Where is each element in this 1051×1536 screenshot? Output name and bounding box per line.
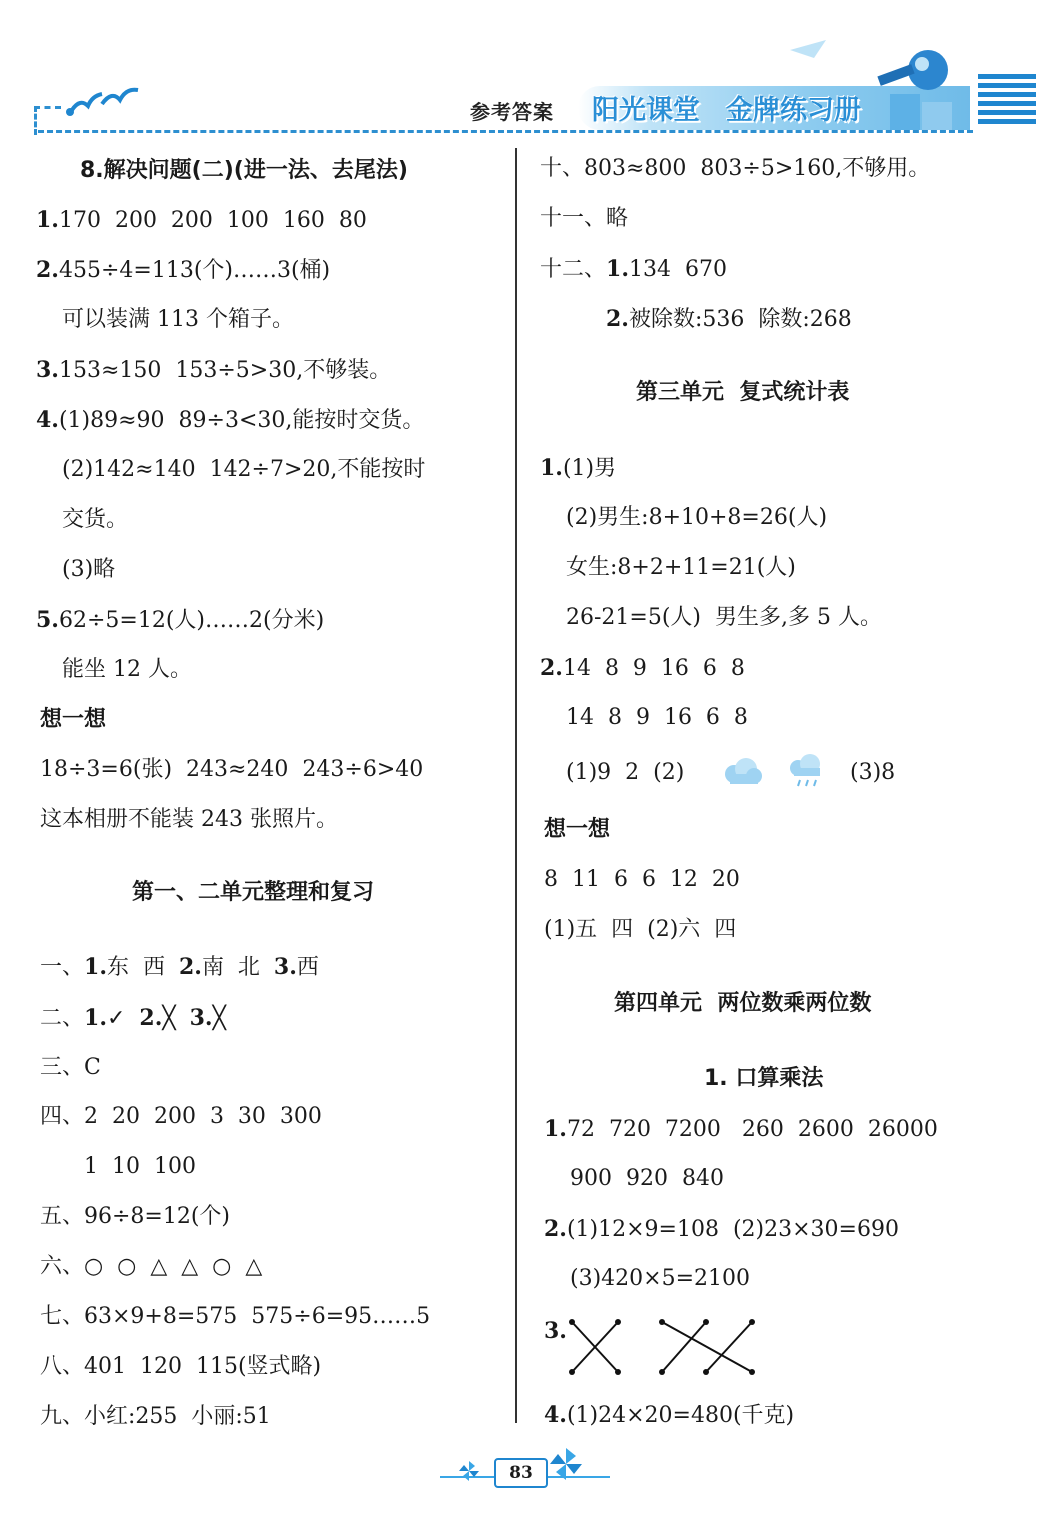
answer-line: 3.153≈150 153÷5>30,不够装。 xyxy=(36,357,392,383)
answer-line: 900 920 840 xyxy=(570,1166,724,1191)
answer-line: 一、1.东 西 2.南 北 3.西 xyxy=(40,954,319,980)
section-title: 第四单元 两位数乘两位数 xyxy=(614,991,872,1016)
answer-line: (1)五 四 (2)六 四 xyxy=(544,917,737,942)
subsection-title: 1. 口算乘法 xyxy=(704,1066,824,1091)
telescope-icon xyxy=(870,40,970,132)
answer-line: 1.(1)男 xyxy=(540,455,617,481)
answer-line: (1)9 2 (2) xyxy=(566,760,685,785)
think-title: 想一想 xyxy=(544,817,611,842)
header-dashed-line xyxy=(38,130,973,133)
answer-line: 八、401 120 115(竖式略) xyxy=(40,1354,322,1379)
answer-line: 交货。 xyxy=(62,507,129,532)
answer-line: 4.(1)89≈90 89÷3<30,能按时交货。 xyxy=(36,407,425,433)
answer-line: 九、小红:255 小丽:51 xyxy=(40,1404,271,1429)
item-number: 3. xyxy=(36,357,59,383)
answer-line: 2.被除数:536 除数:268 xyxy=(606,306,852,332)
answer-line: 三、C xyxy=(40,1055,101,1080)
brand-title-2: 金牌练习册 xyxy=(726,95,861,126)
answer-line: 1.170 200 200 100 160 80 xyxy=(36,207,367,233)
answer-line: (3)略 xyxy=(62,557,116,582)
answer-line: 五、96÷8=12(个) xyxy=(40,1204,231,1229)
item-number: 2. xyxy=(36,257,59,283)
answer-line: 十一、略 xyxy=(540,206,629,231)
answer-line: 2.455÷4=113(个)……3(桶) xyxy=(36,257,331,283)
answer-line: 3. xyxy=(544,1318,567,1344)
answer-line: 可以装满 113 个箱子。 xyxy=(62,307,294,332)
answer-line: (2)142≈140 142÷7>20,不能按时 xyxy=(62,457,426,482)
answer-line: 8 11 6 6 12 20 xyxy=(544,867,740,892)
item-number: 1. xyxy=(36,207,59,233)
section-title: 第一、二单元整理和复习 xyxy=(132,880,375,905)
item-number: 4. xyxy=(36,407,59,433)
column-divider xyxy=(515,148,517,1423)
answer-line: 六、○ ○ △ △ ○ △ xyxy=(40,1254,263,1279)
section-title: 8.解决问题(二)(进一法、去尾法) xyxy=(80,158,408,183)
plane-icon xyxy=(790,40,830,60)
answer-line: 4.(1)24×20=480(千克) xyxy=(544,1402,795,1428)
pinwheel-icon xyxy=(548,1446,584,1482)
answer-line: 四、2 20 200 3 30 300 xyxy=(40,1104,322,1129)
answer-line: 18÷3=6(张) 243≈240 243÷6>40 xyxy=(40,757,424,782)
answer-line: 这本相册不能装 243 张照片。 xyxy=(40,807,338,832)
answer-line: 能坐 12 人。 xyxy=(62,657,192,682)
rainy-weather-icon xyxy=(786,754,826,790)
answer-line: 2.(1)12×9=108 (2)23×30=690 xyxy=(544,1216,899,1242)
answer-line: 七、63×9+8=575 575÷6=95……5 xyxy=(40,1304,431,1329)
answer-line: 26-21=5(人) 男生多,多 5 人。 xyxy=(566,605,882,630)
answer-line: (2)男生:8+10+8=26(人) xyxy=(566,505,828,530)
header-stripes xyxy=(978,74,1036,132)
answer-line: 14 8 9 16 6 8 xyxy=(566,705,748,730)
item-number: 5. xyxy=(36,607,59,633)
page-header xyxy=(0,0,1051,145)
page-number: 83 xyxy=(494,1458,548,1488)
matching-lines-diagram xyxy=(566,1316,766,1378)
pinwheel-small-icon xyxy=(458,1460,480,1482)
brand-title-1: 阳光课堂 xyxy=(592,95,700,126)
answer-line: 5.62÷5=12(人)……2(分米) xyxy=(36,607,325,633)
answer-line: 十、803≈800 803÷5>160,不够用。 xyxy=(540,156,931,181)
answer-line: 1 10 100 xyxy=(84,1154,196,1179)
think-title: 想一想 xyxy=(40,707,107,732)
answer-line: 2.14 8 9 16 6 8 xyxy=(540,655,745,681)
answer-line: (3)8 xyxy=(850,760,896,785)
answer-key-label: 参考答案 xyxy=(470,100,554,124)
answer-line: 1.72 720 7200 260 2600 26000 xyxy=(544,1116,938,1142)
section-title: 第三单元 复式统计表 xyxy=(636,380,850,405)
answer-line: 女生:8+2+11=21(人) xyxy=(566,555,796,580)
answer-line: (3)420×5=2100 xyxy=(570,1266,751,1291)
answer-line: 二、1.✓ 2.╳ 3.╳ xyxy=(40,1005,226,1031)
birds-icon xyxy=(62,82,142,122)
answer-line: 十二、1.134 670 xyxy=(540,256,727,282)
cloudy-weather-icon xyxy=(720,756,764,788)
